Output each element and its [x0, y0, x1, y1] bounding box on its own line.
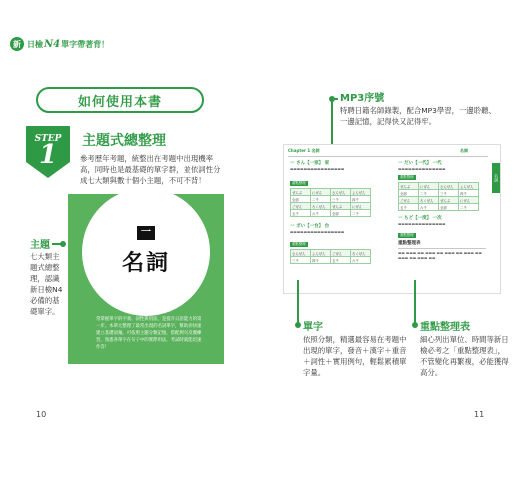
callout-theme-text: 七大類主題式總整理，認識新日檢N4必備的基礎單字。 [30, 252, 63, 316]
sample-rule-2 [398, 248, 486, 249]
sample-header-right: 名詞 [460, 148, 468, 153]
sample-cell: ぜんぶ [331, 203, 351, 210]
sample-cell: にぜん [351, 203, 371, 210]
callout-words-title: 單字 [303, 322, 323, 333]
noun-card-mark [137, 226, 155, 240]
sample-cell: さんぜん [331, 189, 351, 196]
section-description: 參考歷年考題，統整出在考題中出現機率高，同時也是最基礎的單字群，並依詞性分成七大類與數十個小主題，不可不背！ [80, 154, 221, 185]
sample-cell: ぜんぶ [399, 183, 419, 190]
sample-text-5: ▬▬ ▬▬▬ ▬▬ ▬▬▬ ▬▬ ▬▬▬ ▬▬ ▬▬▬ ▬▬ ▬▬▬ ▬▬ ▬▬▬ ▬▬ [398, 251, 482, 260]
step-word: STEP [34, 134, 62, 144]
section-heading: 主題式總整理 [82, 133, 166, 149]
series-logo-level: N4 [44, 38, 61, 50]
noun-card-body: 常掌握單字的字義、詞性與用法，是提升日語能力的第一步。本單元整理了最常出現的名詞單字，幫助你快速建立基礎詞彙。可依照主題分類記憶，搭配例句反覆練習，熟悉各單字在句子中的實際用法，考試時就能迅速作答！ [96, 317, 202, 350]
sample-cell: にぜん [419, 183, 439, 190]
sample-tab: 名詞 [492, 163, 500, 193]
callout-words-dot [295, 322, 301, 328]
sample-cell: 六千 [351, 257, 371, 264]
sample-label-c: 重點整理 [400, 175, 414, 179]
callout-table-title: 重點整理表 [420, 322, 470, 333]
sample-cell: 五千 [399, 204, 419, 211]
sample-cell: 三千 [331, 196, 351, 203]
sample-cell: ごぜん [331, 250, 351, 257]
series-logo [10, 36, 109, 52]
sample-cell: にぜん [459, 197, 479, 204]
sample-cell: さんぜん [439, 183, 459, 190]
noun-card [68, 194, 224, 364]
sample-text-2: ▬▬▬▬▬▬▬▬▬▬▬▬▬▬▬▬ [290, 230, 345, 234]
sample-cell: よんぜん [311, 250, 331, 257]
page-title: 如何使用本書 [77, 94, 162, 110]
sample-heading-1: 一 さん【一家】 家 [290, 161, 330, 166]
sample-cell: よんぜん [351, 189, 371, 196]
sample-cell: 五千 [291, 210, 311, 217]
step-number: 1 [38, 140, 58, 170]
sample-label-d: 重點整理 [400, 233, 414, 237]
sample-cell: ろくぜん [351, 250, 371, 257]
mp3-connector [331, 98, 333, 144]
callout-table-text: 細心列出單位、時間等新日檢必考之「重點整理表」，不管變化再繁複，必能獲得高分。 [420, 335, 509, 377]
sample-text-4: ▬▬▬▬▬▬▬▬▬▬▬▬▬▬ [398, 222, 446, 226]
sample-cell: 三千 [291, 257, 311, 264]
sample-spread [283, 144, 501, 294]
sample-cell: 二千 [419, 190, 439, 197]
sample-cell: ろくぜん [311, 203, 331, 210]
sample-cell: 全部 [399, 190, 419, 197]
mp3-dot [329, 96, 335, 102]
page-title-pill [36, 87, 204, 113]
sample-label-a: 重點整理 [292, 181, 306, 185]
callout-table-connector [414, 280, 416, 324]
sample-cell: ごぜん [399, 197, 419, 204]
sample-table-note: 重點整理表 [398, 241, 421, 246]
sample-cell: 二千 [351, 210, 371, 217]
sample-table-3 [398, 182, 479, 211]
sample-text-3: ▬▬▬▬▬▬▬▬▬▬▬▬▬▬ [398, 167, 446, 171]
sample-cell: ぜんぶ [439, 197, 459, 204]
noun-card-word: 名詞 [121, 251, 170, 276]
sample-cell: 全部 [291, 196, 311, 203]
sample-cell: 全部 [439, 204, 459, 211]
sample-cell: 五千 [331, 257, 351, 264]
noun-card-mark-text: 一 [141, 227, 151, 238]
sample-cell: 二千 [459, 204, 479, 211]
sample-text-1: ▬▬▬▬▬▬▬▬▬▬▬▬▬▬▬▬ [290, 167, 345, 171]
sample-cell: 六千 [419, 204, 439, 211]
sample-cell: 四千 [459, 190, 479, 197]
sample-table-1 [290, 188, 371, 217]
callout-words-connector [297, 280, 299, 324]
sample-cell: 全部 [331, 210, 351, 217]
callout-table-dot [412, 322, 418, 328]
sample-cell: 六千 [311, 210, 331, 217]
sample-heading-2: 一 ボい【一台】 台 [290, 224, 330, 229]
sample-cell: ごぜん [291, 203, 311, 210]
sample-cell: 四千 [351, 196, 371, 203]
sample-cell: にぜん [311, 189, 331, 196]
sample-label-b: 重點整理 [292, 242, 306, 246]
sample-cell: よんぜん [459, 183, 479, 190]
sample-table-2 [290, 249, 371, 264]
page-number-left: 10 [36, 410, 47, 419]
callout-mp3-text: 特聘日籍名師錄製，配合MP3學習，一邊聆聽、一邊記憶，記得快又記得牢。 [340, 106, 496, 126]
sample-heading-3: 一 だい【一代】 一代 [398, 161, 442, 166]
series-logo-prefix: 日檢 [27, 39, 43, 49]
sample-heading-4: 一 ちど【一度】 一次 [398, 216, 442, 221]
step-badge [22, 126, 74, 178]
sample-cell: 三千 [439, 190, 459, 197]
callout-mp3-title: MP3序號 [340, 93, 385, 104]
callout-words-text: 依照分類，精選最容易在考題中出現的單字，發音＋漢字＋重音＋詞性＋實用例句，輕鬆累積單字量。 [303, 335, 407, 377]
sample-cell: ろくぜん [419, 197, 439, 204]
sample-cell: 四千 [311, 257, 331, 264]
sample-cell: 二千 [311, 196, 331, 203]
page-number-right: 11 [474, 410, 485, 419]
series-logo-suffix: 單字帶著背！ [61, 39, 110, 49]
sample-cell: さんぜん [291, 250, 311, 257]
callout-theme-title: 主題 [30, 240, 50, 251]
sample-rule [288, 156, 488, 157]
sample-header-left: Chapter 1 名詞 [288, 148, 320, 153]
series-logo-mark: 新 [10, 37, 24, 51]
callout-left-dot [60, 241, 66, 247]
sample-cell: ぜんぶ [291, 189, 311, 196]
